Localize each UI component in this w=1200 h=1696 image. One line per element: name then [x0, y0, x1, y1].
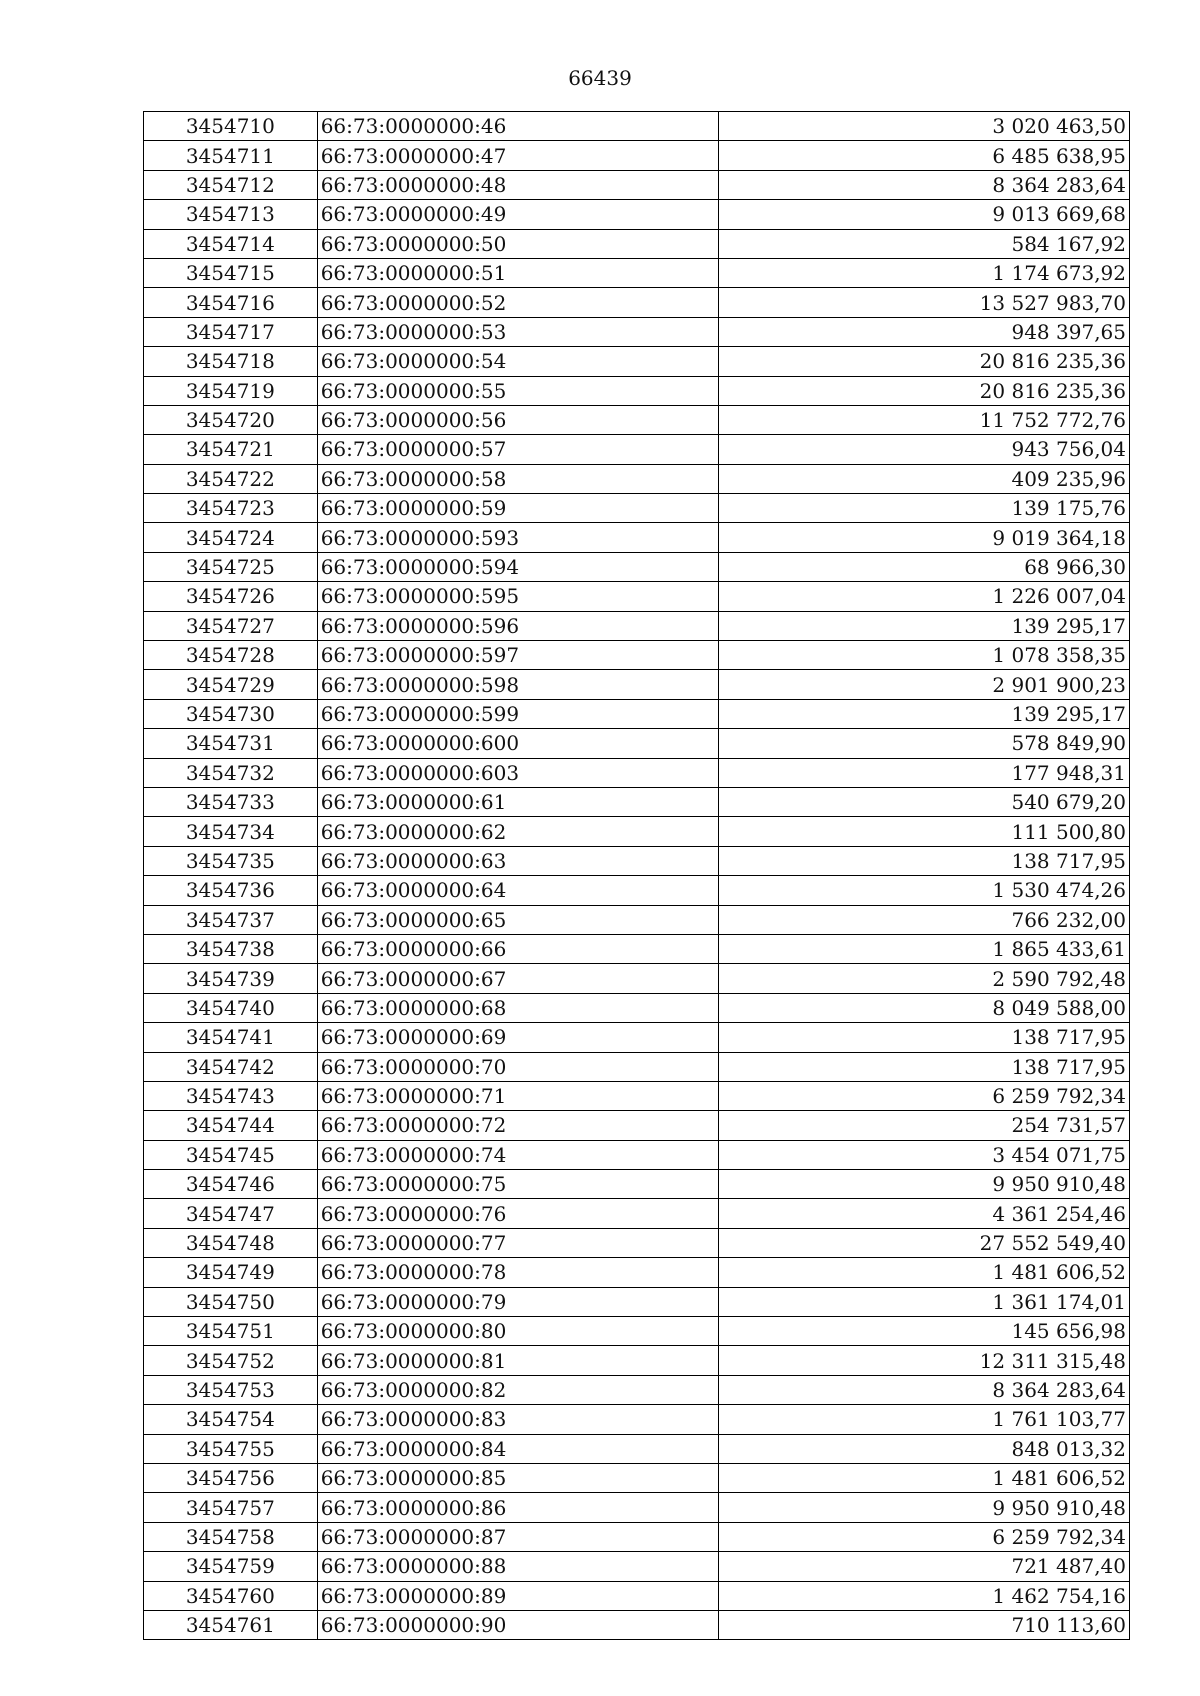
cadastral-number-cell: 66:73:0000000:66 [317, 934, 719, 963]
cadastral-number-cell: 66:73:0000000:77 [317, 1228, 719, 1257]
cadastral-value-cell: 6 259 792,34 [719, 1522, 1130, 1551]
cadastral-value-cell: 2 901 900,23 [719, 670, 1130, 699]
row-number-cell: 3454757 [144, 1493, 318, 1522]
row-number-cell: 3454758 [144, 1522, 318, 1551]
cadastral-number-cell: 66:73:0000000:53 [317, 317, 719, 346]
cadastral-value-cell: 721 487,40 [719, 1552, 1130, 1581]
cadastral-value-cell: 145 656,98 [719, 1317, 1130, 1346]
row-number-cell: 3454751 [144, 1317, 318, 1346]
cadastral-number-cell: 66:73:0000000:84 [317, 1434, 719, 1463]
cadastral-value-cell: 1 078 358,35 [719, 641, 1130, 670]
cadastral-number-cell: 66:73:0000000:82 [317, 1375, 719, 1404]
row-number-cell: 3454759 [144, 1552, 318, 1581]
row-number-cell: 3454747 [144, 1199, 318, 1228]
cadastral-number-cell: 66:73:0000000:49 [317, 200, 719, 229]
cadastral-value-cell: 177 948,31 [719, 758, 1130, 787]
table-row [144, 170, 1130, 199]
table-row [144, 464, 1130, 493]
row-number-cell: 3454735 [144, 846, 318, 875]
table-row [144, 1170, 1130, 1199]
cadastral-value-cell: 1 226 007,04 [719, 582, 1130, 611]
cadastral-value-cell: 6 485 638,95 [719, 141, 1130, 170]
table-row [144, 112, 1130, 141]
cadastral-value-cell: 948 397,65 [719, 317, 1130, 346]
cadastral-number-cell: 66:73:0000000:58 [317, 464, 719, 493]
table-row [144, 1434, 1130, 1463]
cadastral-value-cell: 254 731,57 [719, 1111, 1130, 1140]
cadastral-value-cell: 138 717,95 [719, 846, 1130, 875]
cadastral-value-cell: 8 364 283,64 [719, 170, 1130, 199]
cadastral-number-cell: 66:73:0000000:67 [317, 964, 719, 993]
cadastral-number-cell: 66:73:0000000:598 [317, 670, 719, 699]
cadastral-number-cell: 66:73:0000000:61 [317, 787, 719, 816]
table-row [144, 641, 1130, 670]
cadastral-value-cell: 11 752 772,76 [719, 405, 1130, 434]
cadastral-number-cell: 66:73:0000000:59 [317, 494, 719, 523]
cadastral-value-cell: 6 259 792,34 [719, 1081, 1130, 1110]
row-number-cell: 3454743 [144, 1081, 318, 1110]
cadastral-value-cell: 3 454 071,75 [719, 1140, 1130, 1169]
row-number-cell: 3454737 [144, 905, 318, 934]
row-number-cell: 3454752 [144, 1346, 318, 1375]
table-row [144, 317, 1130, 346]
cadastral-value-cell: 20 816 235,36 [719, 347, 1130, 376]
row-number-cell: 3454711 [144, 141, 318, 170]
cadastral-value-cell: 12 311 315,48 [719, 1346, 1130, 1375]
row-number-cell: 3454713 [144, 200, 318, 229]
cadastral-value-cell: 138 717,95 [719, 1023, 1130, 1052]
table-row [144, 1581, 1130, 1610]
cadastral-number-cell: 66:73:0000000:85 [317, 1463, 719, 1492]
cadastral-number-cell: 66:73:0000000:72 [317, 1111, 719, 1140]
cadastral-value-cell: 848 013,32 [719, 1434, 1130, 1463]
row-number-cell: 3454739 [144, 964, 318, 993]
cadastral-value-cell: 13 527 983,70 [719, 288, 1130, 317]
row-number-cell: 3454756 [144, 1463, 318, 1492]
cadastral-number-cell: 66:73:0000000:71 [317, 1081, 719, 1110]
row-number-cell: 3454722 [144, 464, 318, 493]
table-row [144, 1493, 1130, 1522]
cadastral-number-cell: 66:73:0000000:55 [317, 376, 719, 405]
table-row [144, 611, 1130, 640]
row-number-cell: 3454738 [144, 934, 318, 963]
cadastral-value-cell: 139 295,17 [719, 611, 1130, 640]
cadastral-value-cell: 9 019 364,18 [719, 523, 1130, 552]
table-row [144, 347, 1130, 376]
cadastral-number-cell: 66:73:0000000:594 [317, 552, 719, 581]
cadastral-number-cell: 66:73:0000000:69 [317, 1023, 719, 1052]
table-row [144, 817, 1130, 846]
cadastral-number-cell: 66:73:0000000:54 [317, 347, 719, 376]
table-row [144, 1317, 1130, 1346]
cadastral-value-cell: 20 816 235,36 [719, 376, 1130, 405]
table-row [144, 1287, 1130, 1316]
cadastral-number-cell: 66:73:0000000:46 [317, 112, 719, 141]
cadastral-value-cell: 68 966,30 [719, 552, 1130, 581]
cadastral-value-table [143, 111, 1130, 1640]
table-row [144, 993, 1130, 1022]
cadastral-value-cell: 3 020 463,50 [719, 112, 1130, 141]
row-number-cell: 3454736 [144, 876, 318, 905]
table-row [144, 1199, 1130, 1228]
table-row [144, 1111, 1130, 1140]
row-number-cell: 3454727 [144, 611, 318, 640]
table-row [144, 523, 1130, 552]
cadastral-number-cell: 66:73:0000000:74 [317, 1140, 719, 1169]
table-row [144, 729, 1130, 758]
cadastral-value-cell: 1 361 174,01 [719, 1287, 1130, 1316]
row-number-cell: 3454749 [144, 1258, 318, 1287]
cadastral-number-cell: 66:73:0000000:47 [317, 141, 719, 170]
cadastral-number-cell: 66:73:0000000:56 [317, 405, 719, 434]
row-number-cell: 3454714 [144, 229, 318, 258]
cadastral-number-cell: 66:73:0000000:88 [317, 1552, 719, 1581]
cadastral-value-cell: 111 500,80 [719, 817, 1130, 846]
cadastral-number-cell: 66:73:0000000:599 [317, 699, 719, 728]
cadastral-number-cell: 66:73:0000000:597 [317, 641, 719, 670]
cadastral-number-cell: 66:73:0000000:593 [317, 523, 719, 552]
table-body [144, 112, 1130, 1640]
cadastral-number-cell: 66:73:0000000:603 [317, 758, 719, 787]
table-row [144, 876, 1130, 905]
cadastral-number-cell: 66:73:0000000:62 [317, 817, 719, 846]
table-row [144, 552, 1130, 581]
table-row [144, 582, 1130, 611]
cadastral-number-cell: 66:73:0000000:65 [317, 905, 719, 934]
cadastral-value-cell: 138 717,95 [719, 1052, 1130, 1081]
row-number-cell: 3454728 [144, 641, 318, 670]
table-row [144, 229, 1130, 258]
cadastral-value-cell: 9 950 910,48 [719, 1170, 1130, 1199]
table-row [144, 1140, 1130, 1169]
cadastral-value-cell: 578 849,90 [719, 729, 1130, 758]
row-number-cell: 3454741 [144, 1023, 318, 1052]
cadastral-number-cell: 66:73:0000000:89 [317, 1581, 719, 1610]
table-row [144, 670, 1130, 699]
row-number-cell: 3454755 [144, 1434, 318, 1463]
cadastral-number-cell: 66:73:0000000:87 [317, 1522, 719, 1551]
table-row [144, 1375, 1130, 1404]
table-row [144, 1052, 1130, 1081]
table-row [144, 1228, 1130, 1257]
table-row [144, 435, 1130, 464]
cadastral-value-cell: 8 049 588,00 [719, 993, 1130, 1022]
cadastral-number-cell: 66:73:0000000:600 [317, 729, 719, 758]
row-number-cell: 3454731 [144, 729, 318, 758]
table-row [144, 758, 1130, 787]
cadastral-number-cell: 66:73:0000000:81 [317, 1346, 719, 1375]
cadastral-value-cell: 1 530 474,26 [719, 876, 1130, 905]
table-row [144, 1610, 1130, 1639]
row-number-cell: 3454745 [144, 1140, 318, 1169]
cadastral-number-cell: 66:73:0000000:80 [317, 1317, 719, 1346]
row-number-cell: 3454734 [144, 817, 318, 846]
cadastral-value-cell: 710 113,60 [719, 1610, 1130, 1639]
cadastral-number-cell: 66:73:0000000:596 [317, 611, 719, 640]
cadastral-value-cell: 2 590 792,48 [719, 964, 1130, 993]
row-number-cell: 3454719 [144, 376, 318, 405]
cadastral-value-cell: 766 232,00 [719, 905, 1130, 934]
cadastral-number-cell: 66:73:0000000:52 [317, 288, 719, 317]
cadastral-value-cell: 1 761 103,77 [719, 1405, 1130, 1434]
cadastral-value-cell: 540 679,20 [719, 787, 1130, 816]
cadastral-value-cell: 409 235,96 [719, 464, 1130, 493]
row-number-cell: 3454760 [144, 1581, 318, 1610]
cadastral-number-cell: 66:73:0000000:51 [317, 258, 719, 287]
table-row [144, 405, 1130, 434]
cadastral-value-cell: 27 552 549,40 [719, 1228, 1130, 1257]
cadastral-value-cell: 9 013 669,68 [719, 200, 1130, 229]
row-number-cell: 3454761 [144, 1610, 318, 1639]
table-row [144, 1522, 1130, 1551]
table-row [144, 934, 1130, 963]
cadastral-number-cell: 66:73:0000000:63 [317, 846, 719, 875]
cadastral-value-cell: 1 462 754,16 [719, 1581, 1130, 1610]
table-row [144, 141, 1130, 170]
cadastral-value-cell: 139 175,76 [719, 494, 1130, 523]
table-row [144, 846, 1130, 875]
table-row [144, 1463, 1130, 1492]
table-row [144, 1081, 1130, 1110]
row-number-cell: 3454712 [144, 170, 318, 199]
cadastral-value-cell: 8 364 283,64 [719, 1375, 1130, 1404]
cadastral-number-cell: 66:73:0000000:78 [317, 1258, 719, 1287]
table-row [144, 1023, 1130, 1052]
table-row [144, 200, 1130, 229]
table-row [144, 1552, 1130, 1581]
row-number-cell: 3454715 [144, 258, 318, 287]
row-number-cell: 3454742 [144, 1052, 318, 1081]
row-number-cell: 3454726 [144, 582, 318, 611]
cadastral-value-cell: 1 865 433,61 [719, 934, 1130, 963]
row-number-cell: 3454716 [144, 288, 318, 317]
cadastral-number-cell: 66:73:0000000:79 [317, 1287, 719, 1316]
table-row [144, 258, 1130, 287]
cadastral-value-cell: 4 361 254,46 [719, 1199, 1130, 1228]
table-row [144, 905, 1130, 934]
row-number-cell: 3454740 [144, 993, 318, 1022]
cadastral-value-cell: 1 481 606,52 [719, 1258, 1130, 1287]
cadastral-number-cell: 66:73:0000000:595 [317, 582, 719, 611]
row-number-cell: 3454721 [144, 435, 318, 464]
row-number-cell: 3454729 [144, 670, 318, 699]
table-row [144, 494, 1130, 523]
cadastral-number-cell: 66:73:0000000:83 [317, 1405, 719, 1434]
page-number: 66439 [568, 66, 632, 90]
table-row [144, 1346, 1130, 1375]
cadastral-number-cell: 66:73:0000000:50 [317, 229, 719, 258]
row-number-cell: 3454753 [144, 1375, 318, 1404]
row-number-cell: 3454746 [144, 1170, 318, 1199]
row-number-cell: 3454748 [144, 1228, 318, 1257]
table-row [144, 376, 1130, 405]
row-number-cell: 3454730 [144, 699, 318, 728]
cadastral-value-cell: 139 295,17 [719, 699, 1130, 728]
table-row [144, 699, 1130, 728]
table-row [144, 964, 1130, 993]
cadastral-number-cell: 66:73:0000000:64 [317, 876, 719, 905]
row-number-cell: 3454723 [144, 494, 318, 523]
row-number-cell: 3454754 [144, 1405, 318, 1434]
row-number-cell: 3454744 [144, 1111, 318, 1140]
cadastral-number-cell: 66:73:0000000:76 [317, 1199, 719, 1228]
row-number-cell: 3454750 [144, 1287, 318, 1316]
row-number-cell: 3454710 [144, 112, 318, 141]
row-number-cell: 3454718 [144, 347, 318, 376]
cadastral-value-cell: 584 167,92 [719, 229, 1130, 258]
cadastral-number-cell: 66:73:0000000:75 [317, 1170, 719, 1199]
cadastral-number-cell: 66:73:0000000:90 [317, 1610, 719, 1639]
cadastral-number-cell: 66:73:0000000:86 [317, 1493, 719, 1522]
row-number-cell: 3454732 [144, 758, 318, 787]
cadastral-number-cell: 66:73:0000000:70 [317, 1052, 719, 1081]
table-row [144, 1258, 1130, 1287]
row-number-cell: 3454724 [144, 523, 318, 552]
row-number-cell: 3454733 [144, 787, 318, 816]
table-row [144, 1405, 1130, 1434]
cadastral-value-cell: 9 950 910,48 [719, 1493, 1130, 1522]
table-row [144, 288, 1130, 317]
table-row [144, 787, 1130, 816]
cadastral-value-cell: 1 481 606,52 [719, 1463, 1130, 1492]
row-number-cell: 3454725 [144, 552, 318, 581]
cadastral-value-cell: 1 174 673,92 [719, 258, 1130, 287]
row-number-cell: 3454717 [144, 317, 318, 346]
cadastral-number-cell: 66:73:0000000:48 [317, 170, 719, 199]
cadastral-number-cell: 66:73:0000000:57 [317, 435, 719, 464]
cadastral-value-cell: 943 756,04 [719, 435, 1130, 464]
cadastral-number-cell: 66:73:0000000:68 [317, 993, 719, 1022]
row-number-cell: 3454720 [144, 405, 318, 434]
